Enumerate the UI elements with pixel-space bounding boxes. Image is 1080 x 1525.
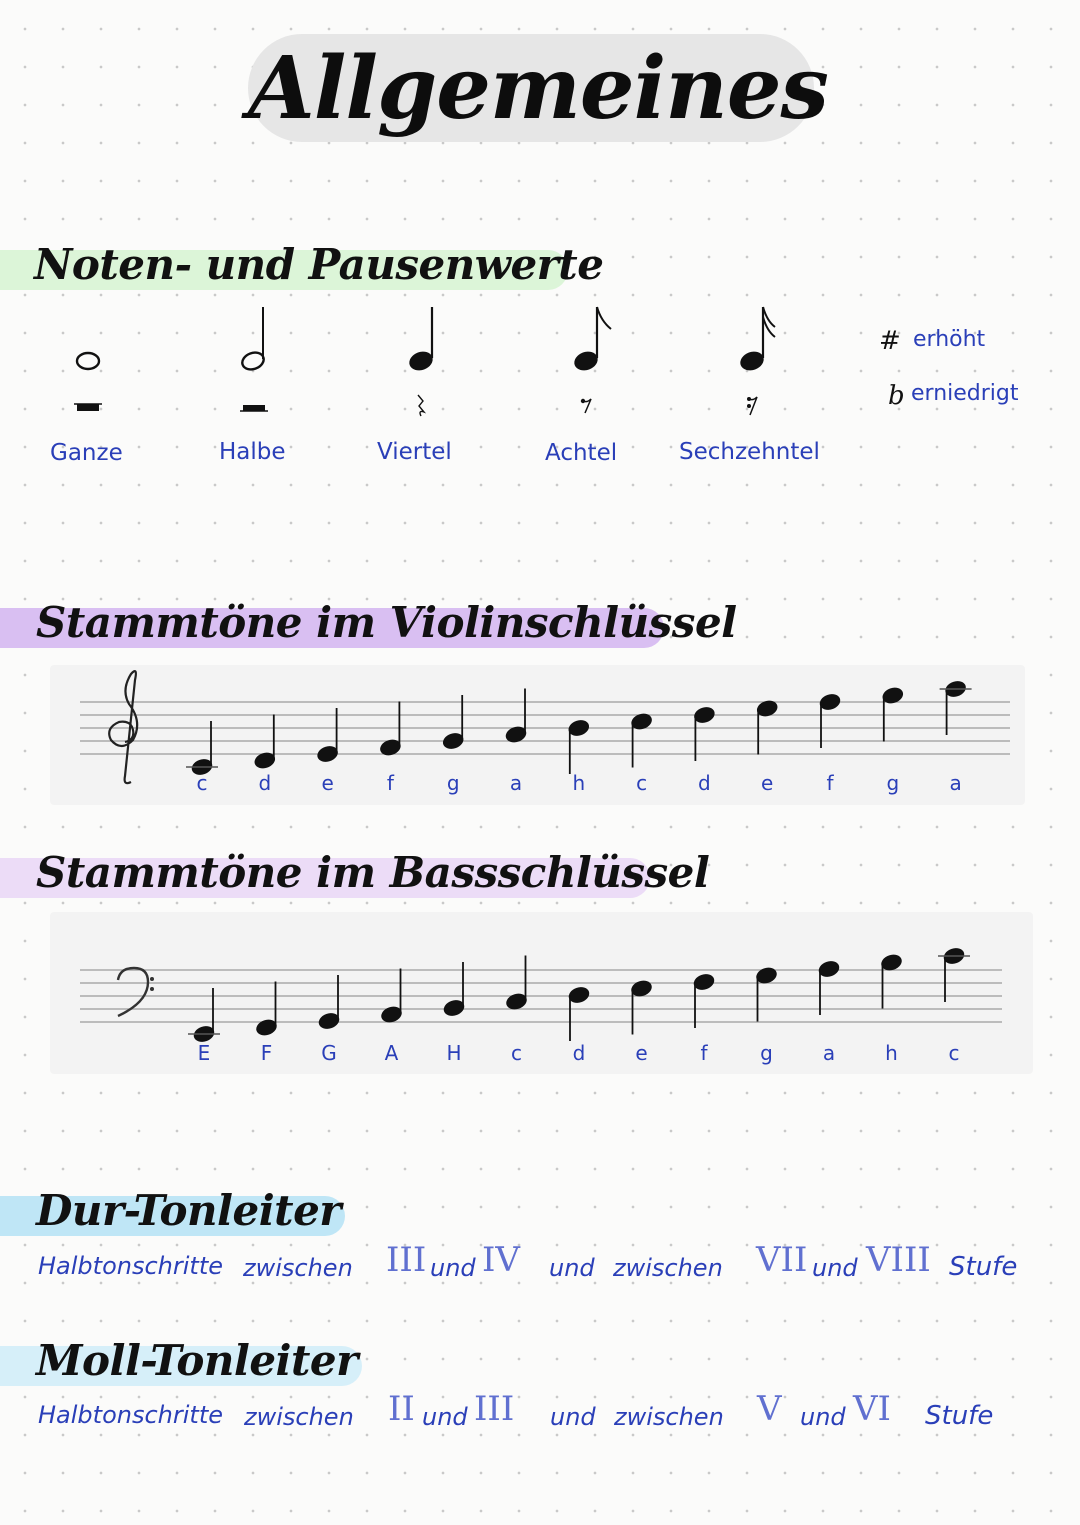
bass-note-label: F (260, 1041, 273, 1065)
section-title-treble: Stammtöne im Violinschlüssel (36, 598, 737, 647)
major-degree-4: IV (482, 1240, 520, 1280)
bass-note-label: a (822, 1041, 836, 1065)
minor-word-stufe: Stufe (925, 1401, 994, 1431)
major-word-und-1: und (430, 1254, 476, 1282)
bass-note-label: h (885, 1041, 898, 1065)
major-word-zwischen: zwischen (243, 1254, 353, 1282)
bass-note-label: A (384, 1041, 399, 1065)
sharp-label: erhöht (913, 327, 986, 352)
minor-word-halbtonschritte: Halbtonschritte (38, 1401, 223, 1429)
major-word-und-3: und (812, 1254, 858, 1282)
bass-note-label: d (572, 1041, 586, 1065)
whole-note-icon (74, 353, 102, 411)
treble-note-label: c (196, 771, 208, 795)
treble-note-label: c (636, 771, 648, 795)
bass-note-label: E (197, 1041, 211, 1065)
page-title: Allgemeines (248, 38, 828, 139)
label-eighth: Achtel (545, 440, 618, 466)
note-values-figure (0, 295, 860, 430)
minor-degree-6: VI (853, 1389, 891, 1429)
treble-note-label: g (446, 771, 460, 795)
treble-note-label: e (321, 771, 334, 795)
treble-staff (0, 660, 1080, 810)
section-title-major: Dur-Tonleiter (36, 1186, 341, 1235)
minor-degree-2: II (388, 1389, 415, 1429)
section-title-minor: Moll-Tonleiter (36, 1336, 358, 1385)
major-degree-8: VIII (866, 1240, 931, 1280)
treble-note-label: h (572, 771, 586, 795)
minor-word-zwischen-2: zwischen (614, 1403, 724, 1431)
label-half: Halbe (219, 439, 286, 465)
minor-word-und-1: und (422, 1403, 468, 1431)
treble-clef-icon (109, 671, 137, 783)
sharp-icon: # (879, 326, 901, 356)
major-word-und-2: und (549, 1254, 595, 1282)
section-title-bass: Stammtöne im Bassschlüssel (36, 848, 710, 897)
minor-degree-3: III (474, 1389, 515, 1429)
minor-degree-5: V (757, 1389, 782, 1429)
bass-note-label: c (511, 1041, 522, 1065)
half-note-icon (240, 307, 268, 411)
treble-note-label: f (386, 771, 394, 795)
treble-note-label: d (258, 771, 272, 795)
section-title-note-values: Noten- und Pausenwerte (34, 240, 604, 289)
major-word-stufe: Stufe (949, 1252, 1018, 1282)
treble-note-label: a (949, 771, 962, 795)
treble-note-label: g (886, 771, 900, 795)
quarter-note-icon (407, 307, 436, 416)
bass-note-label: c (948, 1041, 960, 1065)
minor-word-zwischen: zwischen (244, 1403, 354, 1431)
major-word-halbtonschritte: Halbtonschritte (38, 1252, 223, 1280)
page-title-pill (248, 34, 828, 142)
label-sixteenth: Sechzehntel (679, 439, 820, 465)
flat-icon: b (888, 381, 905, 411)
bass-staff (0, 930, 1080, 1075)
label-quarter: Viertel (377, 439, 452, 465)
eighth-note-icon (572, 307, 611, 413)
bass-note-label: H (446, 1041, 462, 1065)
flat-label: erniedrigt (911, 381, 1019, 406)
bass-note-label: f (700, 1041, 708, 1065)
treble-note-label: a (509, 771, 523, 795)
label-whole: Ganze (50, 440, 123, 466)
treble-note-label: f (826, 771, 834, 795)
treble-note-label: d (698, 771, 711, 795)
bass-note-label: G (321, 1041, 337, 1065)
minor-word-und-2: und (550, 1403, 596, 1431)
minor-word-und-3: und (800, 1403, 846, 1431)
bass-note-label: g (760, 1041, 773, 1065)
major-degree-7: VII (756, 1240, 808, 1280)
sixteenth-note-icon (738, 307, 775, 415)
major-degree-3: III (386, 1240, 427, 1280)
bass-note-label: e (635, 1041, 648, 1065)
treble-note-label: e (761, 771, 774, 795)
major-word-zwischen-2: zwischen (613, 1254, 723, 1282)
